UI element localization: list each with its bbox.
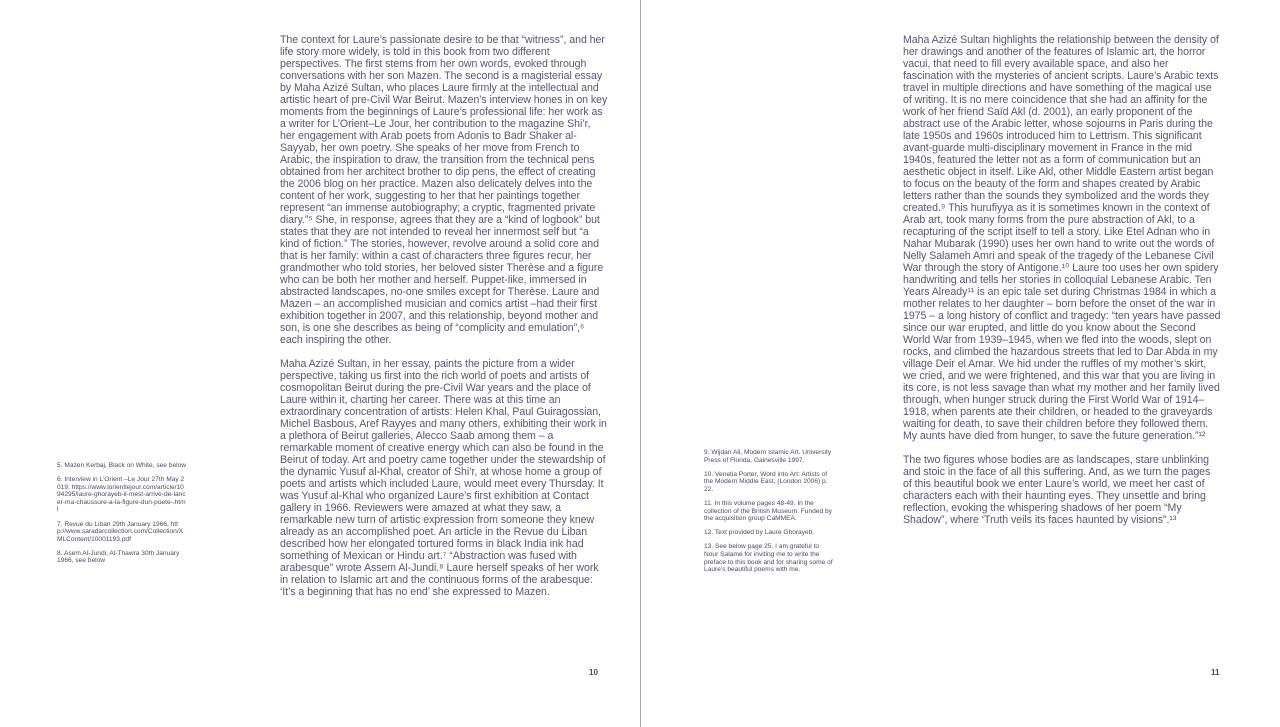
left-body-text bbox=[280, 34, 608, 598]
right-body-text bbox=[903, 34, 1221, 526]
footnote-12: 12. Text provided by Laure Ghorayeb. bbox=[704, 529, 815, 537]
page-number-left: 10 bbox=[589, 668, 598, 677]
footnote-13: 13. See below page 25. I am grateful to Nour Salamé for inviting me to write the preface to this book and for sharing some of Laure’s beautiful poems with me. bbox=[704, 543, 833, 574]
footnote-8: 8. Asem Al-Jundi, Al-Thawra 30th January 1966, see below bbox=[57, 549, 180, 565]
page-number-right: 11 bbox=[1211, 668, 1220, 677]
right-footnotes bbox=[704, 449, 834, 580]
footnote-9: 9. Wijdan Ali, Modern Islamic Art. University Press of Florida, Gainesville 1997. bbox=[704, 449, 832, 464]
footnote-5: 5. Mazen Kerbaj, Black on White, see below bbox=[57, 462, 187, 469]
left-paragraph-2: Maha Azizé Sultan, in her essay, paints the picture from a wider perspective, taking us first into the rich world of poets and artists of cosmopolitan Beirut during the pre-Civil War years and the place of Laure within it, charting her career. There was at this time an extraordinary concentration of artists: Helen Khal, Paul Guiragossian, Michel Basbous, Aref Rayyes and many others, exhibiting their work in a plethora of Beirut galleries, Alecco Saab among them – a remarkable moment of creative energy which can also be found in the Beirut of today. Art and poetry came together under the stewardship of the dynamic Yusuf al-Khal, creator of Shi’r, at whose home a group of poets and artists which included Laure, would meet every Thursday. It was Yusuf al-Khal who organized Laure’s first exhibition at Contact gallery in 1966. Reviewers were amazed at what they saw, a remarkable new turn of artistic expression from someone they knew already as an accomplished poet. An article in the Revue du Liban described how her elongated tortured forms in black India ink had something of Mexican or Hindu art.⁷ “Abstraction was fused with arabesque” wrote Assem Al-Jundi.⁸ Laure herself speaks of her work in relation to Islamic art and the continuous forms of the arabesque: ‘It’s a beginning that has no end’ she expressed to Mazen. bbox=[280, 358, 607, 598]
right-page bbox=[641, 0, 1280, 727]
footnote-10: 10. Venetia Porter, Word into Art: Artists of the Modern Middle East, (London 2006) p. 22. bbox=[704, 470, 828, 493]
right-paragraph-2: The two figures whose bodies are as landscapes, stare unblinking and stoic in the face of all this suffering. And, as we turn the pages of this beautiful book we enter Laure’s world, we meet her cast of characters each with their haunting eyes. They unsettle and bring reflection, evoking the whispering shadows of her poem “My Shadow”, where ‘Truth veils its faces haunted by visions”.¹³ bbox=[903, 454, 1211, 526]
footnote-11: 11. In this volume pages 48-49. In the collection of the British Museum. Funded by the acquisition group CaMMEA. bbox=[704, 499, 832, 523]
footnote-7: 7. Revue du Liban 29th January 1966, http://www.saradarcollection.com/Collection/XMLContent/10001193.pdf bbox=[57, 520, 184, 543]
footnote-6: 6. Interview in L’Orient –Le Jour 27th May 2019. https://www.lorientlejour.com/article/1094295/laure-ghorayeb-il-mest-arrive-de-lancer-ma-chaussure-a-la-figure-dun-poete-.html bbox=[57, 476, 186, 514]
right-paragraph-1: Maha Azizé Sultan highlights the relationship between the density of her drawings and another of the features of Islamic art, the horror vacui, that need to fill every available space, and also her fascination with the mysteries of ancient scripts. Laure’s Arabic texts travel in multiple directions and have something of the magical use of writing. It is no mere coincidence that she had an affinity for the work of her friend Saïd Akl (d. 2001), an early proponent of the abstract use of the Arabic letter, whose sojourns in Paris during the late 1950s and 1960s introduced him to Lettrism. This significant avant-guarde multi-disciplinary movement in France in the mid 1940s, featured the letter not as a form of communication but an aesthetic object in itself. Like Akl, other Middle Eastern artist began to focus on the beauty of the form and shapes created by Arabic letters rather than the sounds they symbolized and the words they created.⁹ This hurufiyya as it is sometimes known in the context of Arab art, took many forms from the pure abstraction of Akl, to a recapturing of the script itself to tell a story. Like Etel Adnan who in Nahar Mubarak (1990) uses her own hand to write out the words of Nelly Salameh Amri and speak of the tragedy of the Lebanese Civil War through the story of Antigone.¹⁰ Laure too uses her own spidery handwriting and tells her stories in colloquial Lebanese Arabic. Ten Years Already¹¹ is an epic tale set during Christmas 1984 in which a mother relates to her daughter – born before the onset of the war in 1975 – a long history of conflict and tragedy: “ten years have passed since our war erupted, and little do you know about the Second World War from 1939–1945, when we fled into the woods, slept on rocks, and climbed the hazardous streets that led to Dar Abda in my village Deir el Amar. We hid under the ruffles of my mother’s skirt, we cried, and we were frightened, and this war that you are living in its core, is not less savage than what my mother and her family lived through, when hunger struck during the First World War of 1914–1918, when parents ate their children, or headed to the graveyards waiting for death, to save their children before they followed them. My aunts have died from hunger, to save the future generation.”¹² bbox=[903, 34, 1221, 442]
left-paragraph-1: The context for Laure’s passionate desire to be that “witness”, and her life story more widely, is told in this book from two different perspectives. The first stems from her own words, evoked through conversations with her son Mazen. The second is a magisterial essay by Maha Azizé Sultan, who places Laure firmly at the intellectual and artistic heart of pre-Civil War Beirut. Mazen’s interview hones in on key moments from the beginnings of Laure’s professional life: her work as a writer for L’Orient–Le Jour, her contribution to the magazine Shi’r, her engagement with Arab poets from Adonis to Badr Shaker al-Sayyab, her own poetry. She speaks of her move from French to Arabic, the inspiration to draw, the transition from the technical pens obtained from her architect brother to dip pens, the effect of creating the 2006 blog on her practice. Mazen also delicately delves into the content of her work, suggesting to her that her paintings together represent “an immense autobiography; a cryptic, fragmented private diary.”⁵ She, in response, agrees that they are a “kind of logbook” but states that they are not intended to reveal her innermost self but “a kind of fiction.” The stories, however, revolve around a solid core and that is her family: within a cast of characters three figures recur, her grandmother who told stories, her beloved sister Therèse and a figure who can be both her mother and herself. Puppet-like, immersed in abstracted landscapes, no-one smiles except for Therèse. Laure and Mazen – an accomplished musician and comics artist –had their first exhibition together in 2007, and this relationship, beyond mother and son, is one she describes as being of “complicity and emulation”,⁶ each inspiring the other. bbox=[280, 34, 608, 346]
left-footnotes bbox=[57, 462, 187, 572]
